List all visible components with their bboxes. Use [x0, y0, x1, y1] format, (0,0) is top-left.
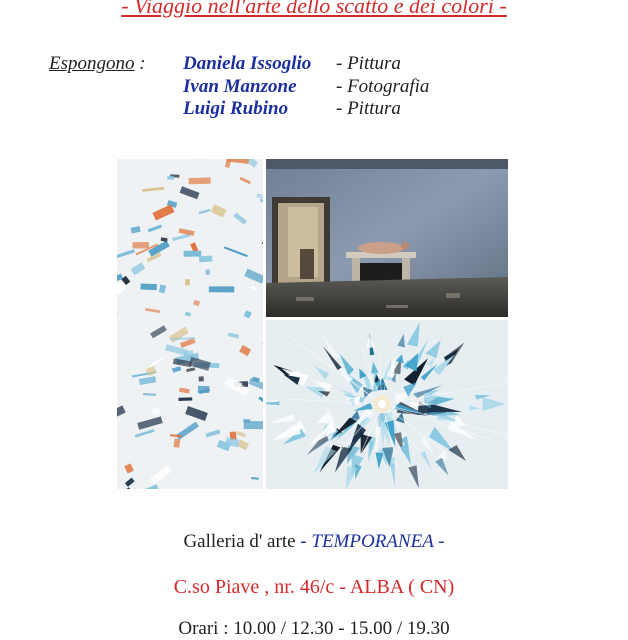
artist-row [183, 53, 429, 76]
artist-list [183, 53, 429, 121]
exhibitors-label [49, 53, 146, 75]
artist-name: Daniela Issoglio [183, 53, 336, 75]
exhibition-subtitle: - Viaggio nell'arte dello scatto e dei colori - [0, 0, 628, 20]
venue-address: C.so Piave , nr. 46/c - ALBA ( CN) [0, 576, 628, 599]
abstract-painting-vertical [117, 159, 263, 489]
artist-name: Ivan Manzone [183, 76, 336, 98]
artist-role: - Pittura [336, 98, 401, 120]
artist-row [183, 76, 429, 99]
artist-role: - Pittura [336, 53, 401, 75]
artist-name: Luigi Rubino [183, 98, 336, 120]
exhibitors-label-text: Espongono [49, 53, 135, 74]
blue-splash-painting [266, 320, 508, 489]
artist-role: - Fotografia [336, 76, 429, 98]
artwork-grid [117, 159, 508, 489]
venue-name: - TEMPORANEA - [300, 531, 444, 552]
artist-row [183, 98, 429, 121]
exhibitors-colon: : [139, 53, 145, 74]
venue-prefix: Galleria d' arte [183, 531, 295, 552]
venue-line [0, 531, 628, 553]
fireplace-photograph [266, 159, 508, 317]
opening-hours: Orari : 10.00 / 12.30 - 15.00 / 19.30 [0, 618, 628, 640]
